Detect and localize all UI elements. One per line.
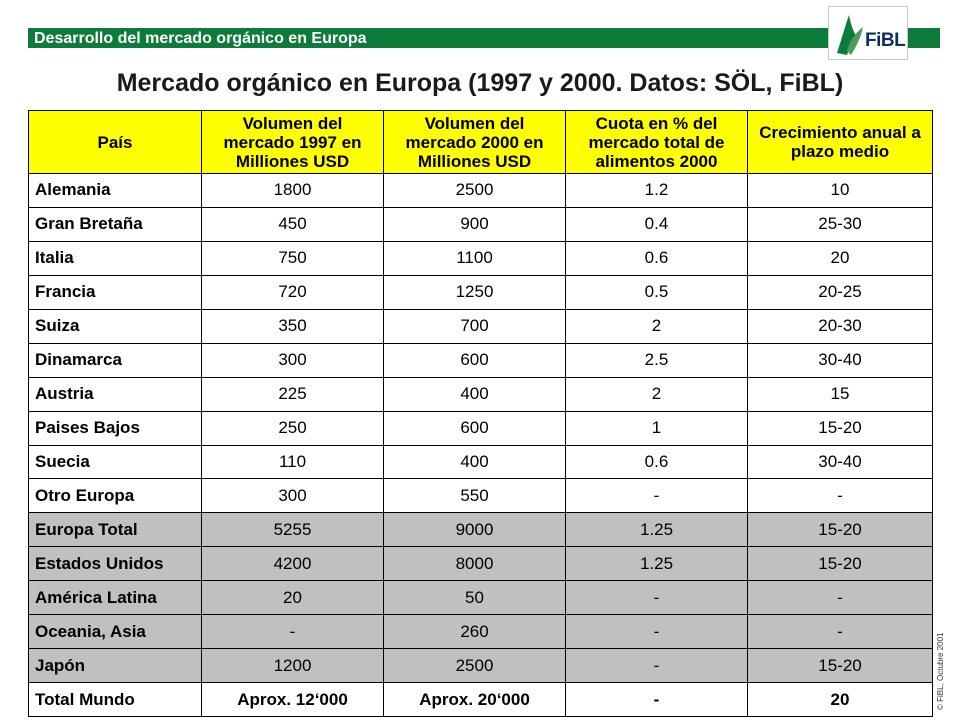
table-cell: 5255 xyxy=(202,513,384,547)
table-row-total xyxy=(29,683,933,717)
table-cell: - xyxy=(566,649,748,683)
table-row xyxy=(29,275,933,309)
table-cell: 300 xyxy=(202,343,384,377)
table-cell: 600 xyxy=(384,343,566,377)
page-title: Mercado orgánico en Europa (1997 y 2000. Datos: SÖL, FiBL) xyxy=(116,69,844,97)
table-row xyxy=(29,309,933,343)
country-cell: Suiza xyxy=(29,309,202,343)
table-cell: 2 xyxy=(566,309,748,343)
leaf-icon xyxy=(833,11,867,57)
country-cell: Austria xyxy=(29,377,202,411)
table-cell: 2 xyxy=(566,377,748,411)
table-cell: 260 xyxy=(384,615,566,649)
table-cell: 15 xyxy=(748,377,933,411)
table-cell: 900 xyxy=(384,207,566,241)
country-cell: Japón xyxy=(29,649,202,683)
table-row-summary xyxy=(29,649,933,683)
table-cell: 4200 xyxy=(202,547,384,581)
table-row xyxy=(29,343,933,377)
table-cell: 2500 xyxy=(384,174,566,208)
table-cell: - xyxy=(566,683,748,717)
table-cell: - xyxy=(748,581,933,615)
table-cell: 50 xyxy=(384,581,566,615)
table-row-summary xyxy=(29,513,933,547)
table-cell: 300 xyxy=(202,479,384,513)
table-cell: 1.25 xyxy=(566,513,748,547)
table-cell: 600 xyxy=(384,411,566,445)
table-row xyxy=(29,377,933,411)
table-cell: 225 xyxy=(202,377,384,411)
table-cell: 0.4 xyxy=(566,207,748,241)
table-cell: 20 xyxy=(748,683,933,717)
table-row-summary xyxy=(29,581,933,615)
table-cell: 1 xyxy=(566,411,748,445)
country-cell: Suecia xyxy=(29,445,202,479)
country-cell: América Latina xyxy=(29,581,202,615)
table-cell: 30-40 xyxy=(748,343,933,377)
table-cell: Aprox. 12‘000 xyxy=(202,683,384,717)
table-cell: 250 xyxy=(202,411,384,445)
table-cell: 30-40 xyxy=(748,445,933,479)
table-cell: 10 xyxy=(748,174,933,208)
column-header-growth: Crecimiento anual a plazo medio xyxy=(748,111,933,174)
header-title: Desarrollo del mercado orgánico en Europa xyxy=(34,30,367,47)
logo-text: FiBL xyxy=(865,30,906,51)
table-cell: 1.25 xyxy=(566,547,748,581)
table-cell: 400 xyxy=(384,445,566,479)
table-cell: 1100 xyxy=(384,241,566,275)
fibl-logo xyxy=(828,6,908,60)
table-header-row xyxy=(29,111,933,174)
table-row xyxy=(29,174,933,208)
table-cell: 20 xyxy=(748,241,933,275)
market-table xyxy=(28,110,933,717)
table-cell: 9000 xyxy=(384,513,566,547)
table-cell: - xyxy=(202,615,384,649)
table-row xyxy=(29,411,933,445)
table-cell: 1200 xyxy=(202,649,384,683)
table-cell: 15-20 xyxy=(748,513,933,547)
table-row-summary xyxy=(29,547,933,581)
column-header-market-share: Cuota en % del mercado total de alimentos 2000 xyxy=(566,111,748,174)
table-cell: 0.6 xyxy=(566,241,748,275)
table-cell: 1250 xyxy=(384,275,566,309)
column-header-country: País xyxy=(29,111,202,174)
country-cell: Estados Unidos xyxy=(29,547,202,581)
country-cell: Paises Bajos xyxy=(29,411,202,445)
column-header-volume-1997: Volumen del mercado 1997 en Milliones USD xyxy=(202,111,384,174)
table-cell: - xyxy=(748,479,933,513)
table-cell: 15-20 xyxy=(748,547,933,581)
table-cell: 2.5 xyxy=(566,343,748,377)
country-cell: Dinamarca xyxy=(29,343,202,377)
table-cell: 15-20 xyxy=(748,649,933,683)
table-cell: 8000 xyxy=(384,547,566,581)
copyright-note: © FiBL, Octubre 2001 xyxy=(936,632,945,710)
country-cell: Total Mundo xyxy=(29,683,202,717)
table-cell: 550 xyxy=(384,479,566,513)
country-cell: Otro Europa xyxy=(29,479,202,513)
table-row xyxy=(29,207,933,241)
table-cell: 20-25 xyxy=(748,275,933,309)
table-cell: 0.6 xyxy=(566,445,748,479)
table-cell: 350 xyxy=(202,309,384,343)
column-header-volume-2000: Volumen del mercado 2000 en Milliones USD xyxy=(384,111,566,174)
table-row xyxy=(29,445,933,479)
table-row xyxy=(29,479,933,513)
country-cell: Oceania, Asia xyxy=(29,615,202,649)
table-cell: - xyxy=(566,479,748,513)
table-cell: 1800 xyxy=(202,174,384,208)
country-cell: Gran Bretaña xyxy=(29,207,202,241)
table-cell: 0.5 xyxy=(566,275,748,309)
table-cell: - xyxy=(566,581,748,615)
table-cell: - xyxy=(566,615,748,649)
table-cell: 400 xyxy=(384,377,566,411)
country-cell: Francia xyxy=(29,275,202,309)
table-cell: - xyxy=(748,615,933,649)
table-cell: 2500 xyxy=(384,649,566,683)
country-cell: Alemania xyxy=(29,174,202,208)
table-cell: 20 xyxy=(202,581,384,615)
table-cell: 20-30 xyxy=(748,309,933,343)
country-cell: Europa Total xyxy=(29,513,202,547)
table-cell: 1.2 xyxy=(566,174,748,208)
table-cell: 700 xyxy=(384,309,566,343)
table-cell: 750 xyxy=(202,241,384,275)
table-row xyxy=(29,241,933,275)
country-cell: Italia xyxy=(29,241,202,275)
table-cell: 25-30 xyxy=(748,207,933,241)
table-cell: 110 xyxy=(202,445,384,479)
table-cell: 450 xyxy=(202,207,384,241)
table-row-summary xyxy=(29,615,933,649)
table-cell: 15-20 xyxy=(748,411,933,445)
table-cell: Aprox. 20‘000 xyxy=(384,683,566,717)
market-table-frame xyxy=(28,110,932,717)
table-cell: 720 xyxy=(202,275,384,309)
